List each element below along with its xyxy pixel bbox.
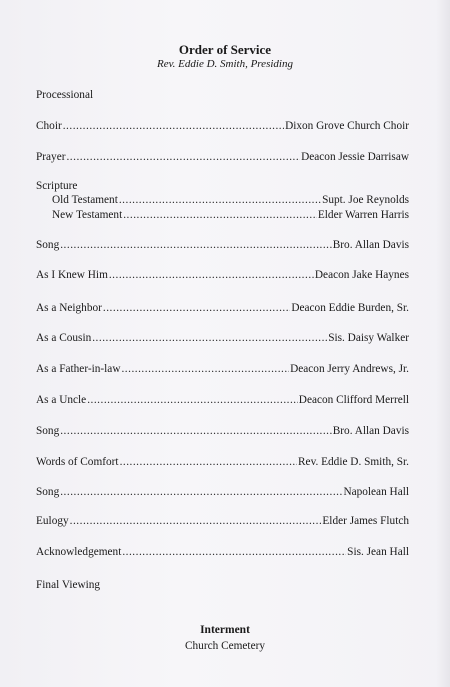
final-viewing-item: Final Viewing xyxy=(36,579,101,591)
service-row-as-a-father-in-law xyxy=(36,363,409,375)
service-row-person: Deacon Jerry Andrews, Jr. xyxy=(290,363,409,375)
service-row-words-of-comfort xyxy=(36,456,409,468)
leader-dots xyxy=(103,302,290,314)
service-row-person: Sis. Daisy Walker xyxy=(328,332,409,344)
processional-item: Processional xyxy=(36,89,94,101)
service-row-label: Words of Comfort xyxy=(36,456,119,468)
service-row-label: Prayer xyxy=(36,151,66,163)
leader-dots xyxy=(120,456,297,468)
leader-dots xyxy=(121,363,289,375)
interment-heading: Interment xyxy=(200,624,250,636)
service-row-label: As I Knew Him xyxy=(36,269,108,281)
service-row-label: As a Uncle xyxy=(36,394,87,406)
interment-place: Church Cemetery xyxy=(185,640,265,652)
service-row-label: Acknowledgement xyxy=(36,546,122,558)
service-row-person: Dixon Grove Church Choir xyxy=(285,120,409,132)
leader-dots xyxy=(109,269,314,281)
leader-dots xyxy=(92,332,327,344)
service-row-label: As a Cousin xyxy=(36,332,92,344)
leader-dots xyxy=(60,486,342,498)
service-row-new-testament xyxy=(52,209,409,221)
service-row-person: Bro. Allan Davis xyxy=(332,239,409,251)
service-row-label: New Testament xyxy=(52,209,123,221)
service-row-label: Song xyxy=(36,425,60,437)
service-row-label: As a Father-in-law xyxy=(36,363,121,375)
leader-dots xyxy=(70,515,322,527)
service-row-song-3 xyxy=(36,486,409,498)
page-edge xyxy=(436,0,450,687)
presiding-subtitle: Rev. Eddie D. Smith, Presiding xyxy=(157,58,293,70)
service-row-person: Deacon Jessie Darrisaw xyxy=(301,151,409,163)
leader-dots xyxy=(119,194,321,206)
leader-dots xyxy=(87,394,298,406)
scripture-heading: Scripture xyxy=(36,180,78,192)
service-row-person: Deacon Jake Haynes xyxy=(314,269,409,281)
service-row-label: Song xyxy=(36,486,60,498)
service-row-label: As a Neighbor xyxy=(36,302,102,314)
leader-dots xyxy=(123,209,317,221)
leader-dots xyxy=(122,546,346,558)
service-row-song-1 xyxy=(36,239,409,251)
order-of-service-title: Order of Service xyxy=(178,42,272,57)
service-row-person: Rev. Eddie D. Smith, Sr. xyxy=(298,456,409,468)
service-row-person: Deacon Eddie Burden, Sr. xyxy=(291,302,409,314)
service-row-acknowledgement xyxy=(36,546,409,558)
service-row-person: Bro. Allan Davis xyxy=(332,425,409,437)
service-row-as-a-cousin xyxy=(36,332,409,344)
service-row-person: Elder James Flutch xyxy=(322,515,409,527)
leader-dots xyxy=(60,425,332,437)
service-row-prayer xyxy=(36,151,409,163)
service-row-label: Eulogy xyxy=(36,515,69,527)
service-row-person: Napolean Hall xyxy=(343,486,409,498)
service-row-person: Sis. Jean Hall xyxy=(347,546,409,558)
service-row-song-2 xyxy=(36,425,409,437)
service-row-as-a-neighbor xyxy=(36,302,409,314)
service-row-person: Elder Warren Harris xyxy=(317,209,409,221)
service-row-old-testament xyxy=(52,194,409,206)
service-row-label: Old Testament xyxy=(52,194,118,206)
service-row-label: Choir xyxy=(36,120,62,132)
service-row-person: Deacon Clifford Merrell xyxy=(298,394,409,406)
service-row-label: Song xyxy=(36,239,60,251)
service-row-as-a-uncle xyxy=(36,394,409,406)
service-row-person: Supt. Joe Reynolds xyxy=(322,194,409,206)
leader-dots xyxy=(60,239,332,251)
leader-dots xyxy=(66,151,300,163)
service-row-choir xyxy=(36,120,409,132)
service-row-eulogy xyxy=(36,515,409,527)
service-row-as-i-knew-him xyxy=(36,269,409,281)
leader-dots xyxy=(63,120,284,132)
